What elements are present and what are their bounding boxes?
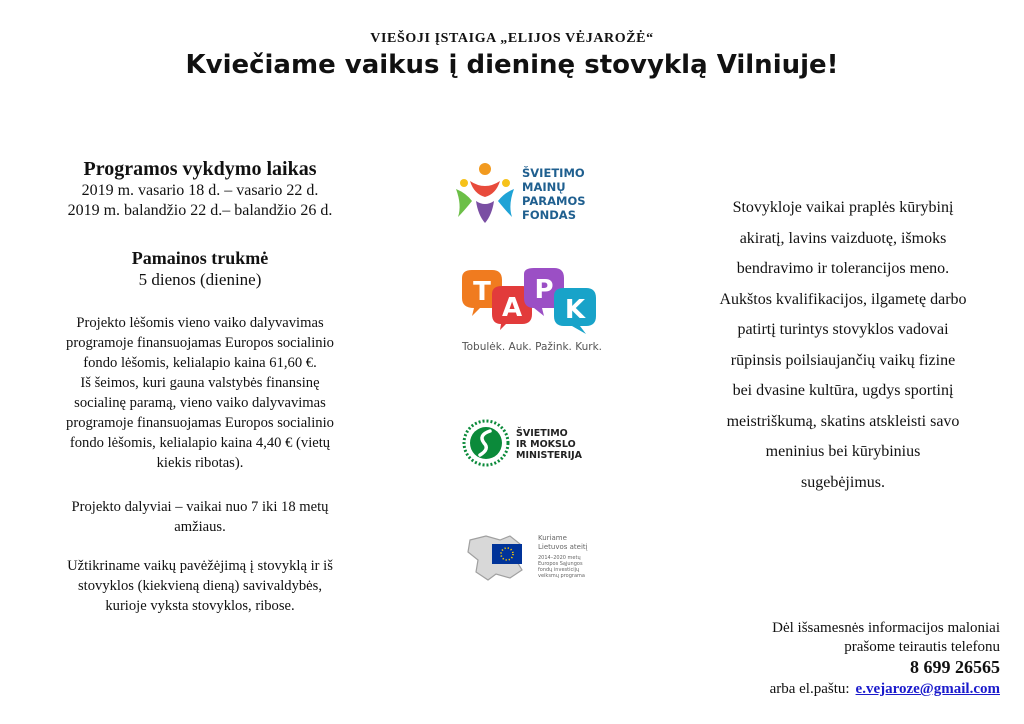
smm-text-line: ŠVIETIMO (516, 428, 568, 439)
tapk-letter: P (534, 275, 554, 305)
participants-line: Projekto dalyviai – vaikai nuo 7 iki 18 metų (71, 499, 329, 515)
description-line: Aukštos kvalifikacijos, ilgametę darbo (719, 290, 967, 308)
description-line: meistriškumą, skatins atskleisti savo (726, 412, 960, 430)
organization-name: VIEŠOJI ĮSTAIGA „ELIJOS VĖJAROŽĖ“ (370, 31, 654, 46)
contact-phone[interactable]: 8 699 26565 (910, 657, 1000, 677)
description-line: sugebėjimus. (801, 473, 885, 491)
participants-paragraph (14, 497, 386, 537)
funding-line: programoje finansuojamas Europos socialinio (66, 415, 334, 431)
smpf-text-line: ŠVIETIMO (522, 166, 585, 180)
transport-line: Užtikriname vaikų pavėžėjimą į stovyklą ir iš (67, 558, 333, 574)
eu-funds-logo (466, 530, 596, 584)
email-link[interactable]: e.vejaroze@gmail.com (855, 681, 1000, 697)
schedule-dates (14, 181, 386, 221)
description-line: bei dvasine kultūra, ugdys sportinį (732, 382, 954, 399)
smpf-figures-icon (456, 163, 514, 223)
schedule-date-1: 2019 m. vasario 18 d. – vasario 22 d. (81, 182, 319, 199)
funding-line: Projekto lėšomis vieno vaiko dalyvavimas (76, 315, 324, 331)
email-prefix: arba el.paštu: (769, 681, 850, 697)
schedule-date-2: 2019 m. balandžio 22 d.– balandžio 26 d. (67, 202, 333, 219)
funding-paragraph (14, 313, 386, 473)
eu-text-line: Kuriame (538, 534, 567, 542)
eu-flag-icon (492, 544, 522, 564)
eu-text-line: Europos Sąjungos (538, 561, 583, 567)
participants-line: amžiaus. (174, 519, 226, 535)
smm-text-line: MINISTERIJA (516, 450, 583, 461)
tapk-letter: K (564, 295, 586, 325)
duration-heading: Pamainos trukmė (131, 248, 269, 268)
description-line: patirtį turintys stovyklos vadovai (737, 321, 949, 338)
smpf-text-line: FONDAS (522, 208, 576, 222)
description-line: akiratį, lavins vaizduotę, išmoks (739, 229, 947, 247)
duration-value: 5 dienos (dienine) (138, 270, 262, 289)
eu-text-line: veiksmų programa (538, 573, 585, 579)
tapk-logo (458, 268, 606, 356)
funding-line: socialinę paramą, vieno vaiko dalyvavimas (74, 395, 326, 411)
transport-line: stovyklos (kiekvieną dieną) savivaldybės, (78, 578, 322, 594)
smm-emblem-icon (464, 421, 508, 465)
transport-line: kurioje vyksta stovyklos, ribose. (105, 598, 295, 614)
description-line: meninius bei kūrybinius (765, 443, 921, 460)
contact-email-line (770, 679, 1000, 699)
smpf-text-line: PARAMOS (522, 194, 586, 208)
smpf-logo (452, 161, 622, 227)
smm-logo (462, 418, 612, 468)
eu-text-line: fondų investicijų (538, 567, 580, 573)
funding-line: fondo lėšomis, kelialapio kaina 4,40 € (vietų (69, 435, 331, 451)
description-line: bendravimo ir tolerancijos meno. (736, 260, 950, 277)
funding-line: programoje finansuojamas Europos socialinio (66, 335, 334, 351)
tapk-slogan: Tobulėk. Auk. Pažink. Kurk. (462, 341, 602, 353)
camp-description (684, 193, 1002, 498)
tapk-letter: A (501, 293, 523, 323)
funding-line: Iš šeimos, kuri gauna valstybės finansinę (80, 375, 320, 391)
contact-line-1: Dėl išsamesnės informacijos maloniai (772, 620, 1000, 636)
eu-text-line: Lietuvos ateitį (538, 543, 588, 551)
schedule-heading: Programos vykdymo laikas (83, 158, 317, 180)
eu-text-line: 2014–2020 metų (538, 555, 581, 561)
smm-text-line: IR MOKSLO (516, 439, 576, 450)
description-line: Stovykloje vaikai praplės kūrybinį (732, 199, 954, 216)
description-line: rūpinsis poilsiaujančių vaikų fizine (730, 351, 956, 369)
contact-line-2: prašome teirautis telefonu (844, 639, 1000, 655)
transport-paragraph (14, 556, 386, 616)
funding-line: kiekis ribotas). (156, 455, 244, 471)
smpf-text-line: MAINŲ (522, 180, 566, 194)
funding-line: fondo lėšomis, kelialapio kaina 61,60 €. (83, 355, 317, 371)
page-title: Kviečiame vaikus į dieninę stovyklą Vilniuje! (185, 50, 839, 80)
tapk-letter: T (473, 277, 491, 307)
